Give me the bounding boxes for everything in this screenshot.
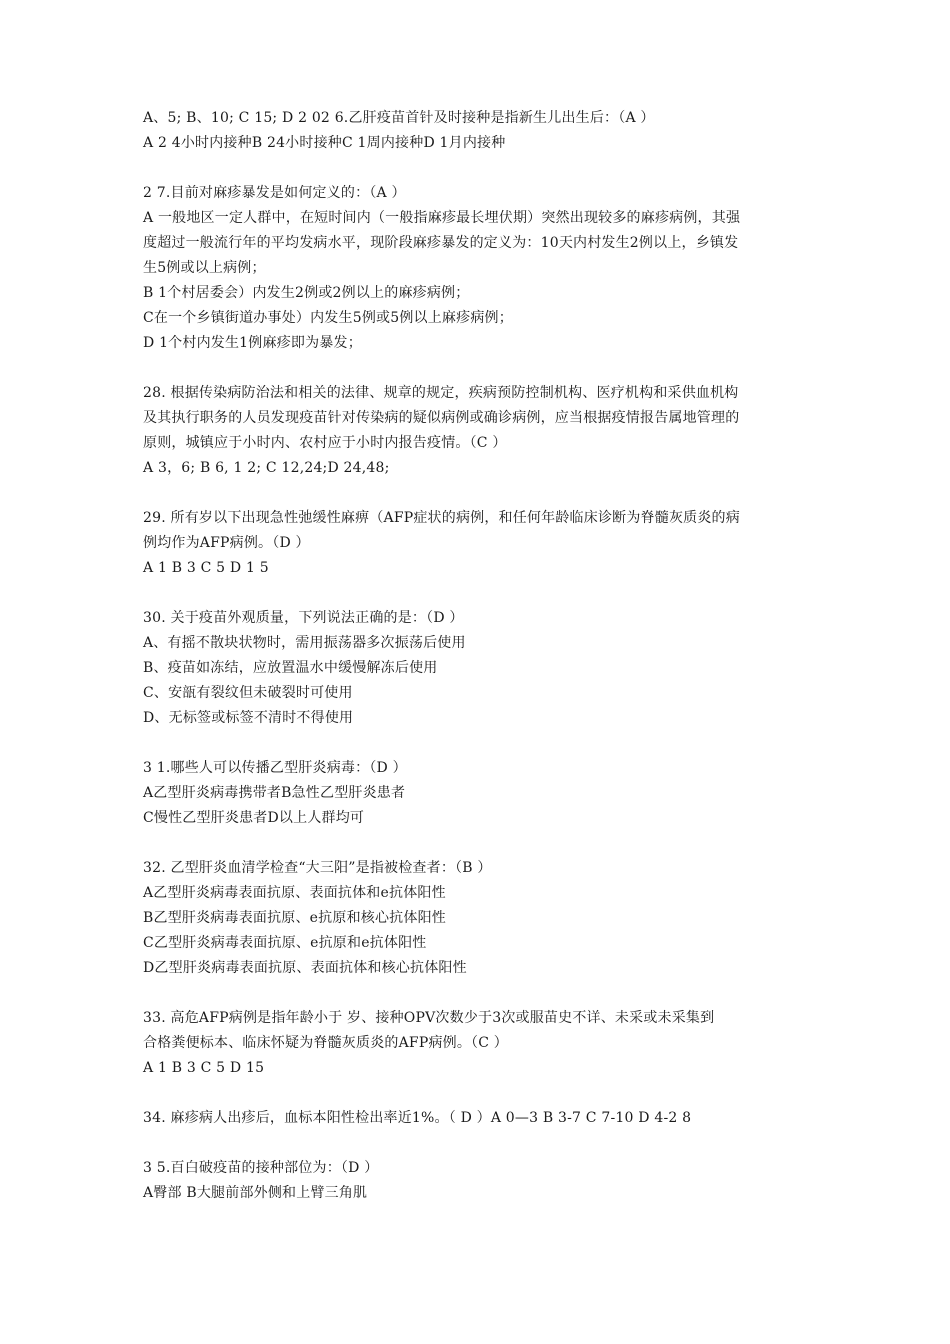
- text-line: 32. 乙型肝炎血清学检查“大三阳”是指被检查者：（B ）: [143, 860, 492, 876]
- text-line: D 1个村内发生1例麻疹即为暴发；: [143, 335, 362, 351]
- text-line: 及其执行职务的人员发现疫苗针对传染病的疑似病例或确诊病例，应当根据疫情报告属地管理的: [143, 410, 740, 426]
- blank-line: [143, 1131, 823, 1156]
- text-line: C乙型肝炎病毒表面抗原、e抗原和e抗体阳性: [143, 935, 427, 951]
- text-line: 合格粪便标本、临床怀疑为脊髓灰质炎的AFP病例。（C ）: [143, 1035, 509, 1051]
- text-line: A 1 B 3 C 5 D 15: [143, 1060, 265, 1076]
- text-line: A乙型肝炎病毒携带者B急性乙型肝炎患者: [143, 785, 406, 801]
- text-line: C在一个乡镇街道办事处）内发生5例或5例以上麻疹病例；: [143, 310, 513, 326]
- document-page: [143, 106, 823, 1206]
- text-line: 30. 关于疫苗外观质量，下列说法正确的是：（D ）: [143, 610, 464, 626]
- text-line: A乙型肝炎病毒表面抗原、表面抗体和e抗体阳性: [143, 885, 446, 901]
- text-line: A、5; B、10; C 15; D 2 02 6.乙肝疫苗首针及时接种是指新生儿出生后：（A ）: [143, 110, 655, 126]
- text-line: 度超过一般流行年的平均发病水平，现阶段麻疹暴发的定义为：10天内村发生2例以上，乡镇发: [143, 235, 739, 251]
- text-line: A臀部 B大腿前部外侧和上臂三角肌: [143, 1185, 368, 1201]
- text-line: 34. 麻疹病人出疹后，血标本阳性检出率近1%。（ D ）A 0—3 B 3-7 C 7-10 D 4-2 8: [143, 1110, 692, 1126]
- text-line: 生5例或以上病例；: [143, 260, 266, 276]
- text-line: 2 7.目前对麻疹暴发是如何定义的：（A ）: [143, 185, 406, 201]
- text-line: C、安瓿有裂纹但未破裂时可使用: [143, 685, 353, 701]
- text-line: A 2 4小时内接种B 24小时接种C 1周内接种D 1月内接种: [143, 135, 506, 151]
- text-line: A 3，6; B 6, 1 2; C 12,24;D 24,48;: [143, 460, 390, 476]
- blank-line: [143, 156, 823, 181]
- blank-line: [143, 581, 823, 606]
- text-line: A、有摇不散块状物时，需用振荡器多次振荡后使用: [143, 635, 466, 651]
- text-line: C慢性乙型肝炎患者D以上人群均可: [143, 810, 365, 826]
- text-line: D乙型肝炎病毒表面抗原、表面抗体和核心抗体阳性: [143, 960, 467, 976]
- text-line: D、无标签或标签不清时不得使用: [143, 710, 354, 726]
- blank-line: [143, 831, 823, 856]
- text-line: 28. 根据传染病防治法和相关的法律、规章的规定，疾病预防控制机构、医疗机构和采供血机构: [143, 385, 739, 401]
- text-line: A 1 B 3 C 5 D 1 5: [143, 560, 269, 576]
- text-line: B 1个村居委会）内发生2例或2例以上的麻疹病例；: [143, 285, 470, 301]
- text-line: 29. 所有岁以下出现急性弛缓性麻痹（AFP症状的病例，和任何年龄临床诊断为脊髓灰质炎的病: [143, 510, 740, 526]
- text-line: 3 1.哪些人可以传播乙型肝炎病毒：（D ）: [143, 760, 407, 776]
- text-line: B、疫苗如冻结，应放置温水中缓慢解冻后使用: [143, 660, 438, 676]
- text-line: 33. 高危AFP病例是指年龄小于 岁、接种OPV次数少于3次或服苗史不详、未采或未采集到: [143, 1010, 715, 1026]
- text-line: B乙型肝炎病毒表面抗原、e抗原和核心抗体阳性: [143, 910, 446, 926]
- blank-line: [143, 1081, 823, 1106]
- blank-line: [143, 481, 823, 506]
- blank-line: [143, 731, 823, 756]
- text-line: 原则，城镇应于小时内、农村应于小时内报告疫情。（C ）: [143, 435, 507, 451]
- text-line: 例均作为AFP病例。（D ）: [143, 535, 310, 551]
- blank-line: [143, 981, 823, 1006]
- text-line: A 一般地区一定人群中，在短时间内（一般指麻疹最长埋伏期）突然出现较多的麻疹病例，其强: [143, 210, 741, 226]
- blank-line: [143, 356, 823, 381]
- text-line: 3 5.百白破疫苗的接种部位为：（D ）: [143, 1160, 379, 1176]
